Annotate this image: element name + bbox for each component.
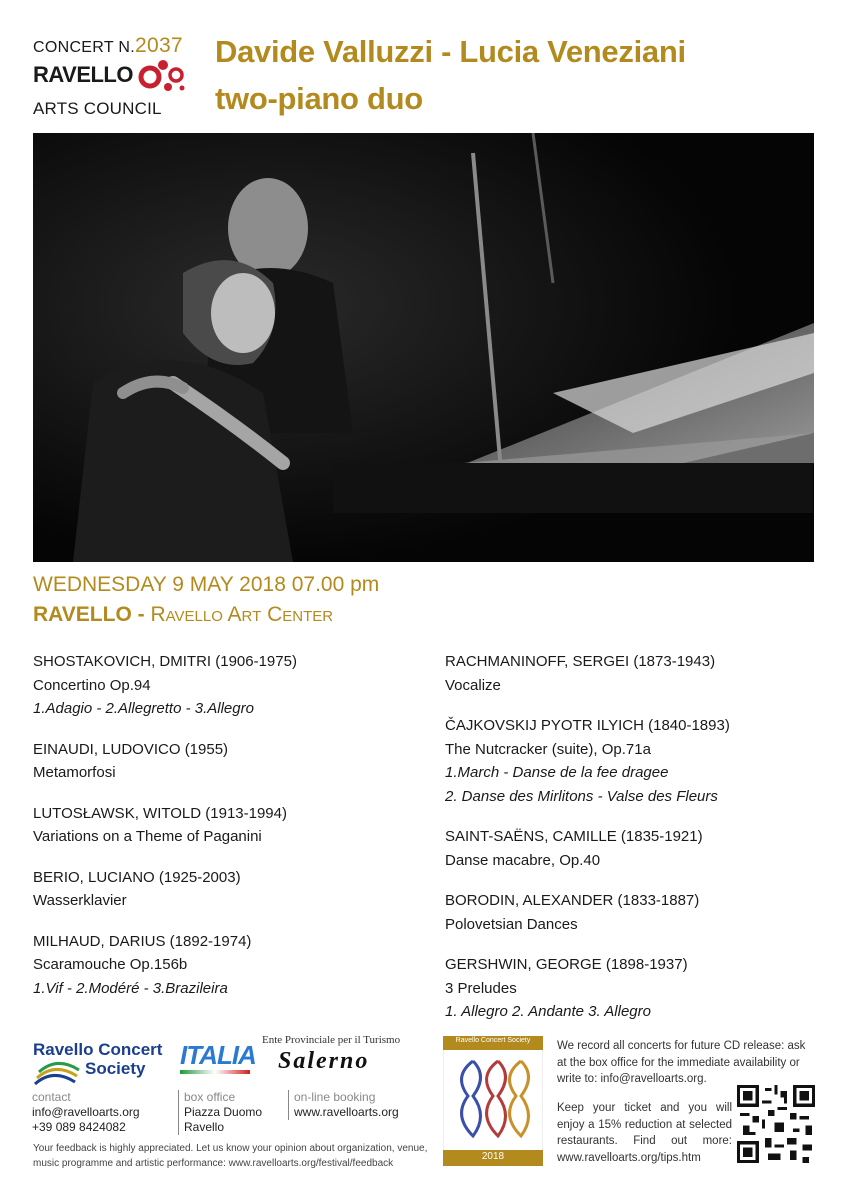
box-office-label: box office	[184, 1090, 236, 1104]
program-item	[33, 802, 423, 849]
concert-number: 2037	[134, 34, 183, 57]
program-item	[445, 889, 835, 936]
box-office-line2: Ravello	[184, 1120, 225, 1134]
cd-poster	[443, 1036, 543, 1166]
cd-poster-year: 2018	[481, 1151, 505, 1162]
title-ensemble: two-piano duo	[215, 81, 423, 116]
footer-contact	[32, 1090, 140, 1135]
program-item	[33, 738, 423, 785]
venue-place: Ravello Art Center	[150, 603, 334, 626]
work-title: 3 Preludes	[445, 979, 517, 997]
program-item	[445, 953, 835, 1024]
program-left-column	[33, 650, 423, 1017]
feedback-note: Your feedback is highly appreciated. Let us know your opinion about organization, venue, music programme and artistic performance: www.ravelloarts.org/festival/feedback	[33, 1143, 428, 1169]
page-title	[215, 28, 686, 122]
rcs-line2: Society	[85, 1059, 146, 1078]
program-item	[445, 825, 835, 872]
ravello-logo-word: RAVELLO	[33, 62, 133, 87]
composer-name: SAINT-SAËNS, CAMILLE (1835-1921)	[445, 828, 703, 845]
cd-poster-title: Ravello Concert Society	[455, 1037, 531, 1044]
cd-recording-note: We record all concerts for future CD release: ask at the box office for the immediate availability or write to: info@ravelloarts.org.	[557, 1040, 806, 1085]
work-title: Danse macabre, Op.40	[445, 851, 601, 869]
program-item	[33, 930, 423, 1001]
online-booking-url[interactable]: www.ravelloarts.org	[294, 1105, 399, 1119]
italia-underline-icon	[180, 1070, 250, 1074]
program-item	[445, 650, 835, 697]
salerno-logo: Salerno	[278, 1048, 370, 1074]
contact-email[interactable]: info@ravelloarts.org	[32, 1105, 140, 1119]
work-movements: 1.March - Danse de la fee dragee	[445, 764, 669, 781]
contact-phone[interactable]: +39 089 8424082	[32, 1120, 126, 1134]
qr-code-icon[interactable]	[737, 1085, 815, 1163]
title-performers: Davide Valluzzi - Lucia Veneziani	[215, 34, 686, 69]
contact-label: contact	[32, 1090, 71, 1104]
event-date: WEDNESDAY 9 MAY 2018 07.00 pm	[33, 573, 380, 596]
cd-poster-art-icon	[443, 1036, 543, 1166]
venue-separator: -	[131, 603, 151, 626]
work-movements-2: 2. Danse des Mirlitons - Valse des Fleurs	[445, 787, 718, 805]
italia-logo	[180, 1040, 262, 1084]
performers-photo	[33, 133, 814, 562]
composer-name: SHOSTAKOVICH, DMITRI (1906-1975)	[33, 653, 297, 670]
work-title: Wasserklavier	[33, 892, 127, 909]
program-item	[33, 866, 423, 913]
online-booking-label: on-line booking	[294, 1090, 376, 1104]
composer-name: EINAUDI, LUDOVICO (1955)	[33, 740, 229, 758]
composer-name: BERIO, LUCIANO (1925-2003)	[33, 868, 241, 886]
footer-online-booking	[288, 1090, 399, 1120]
program-item	[33, 650, 423, 721]
concert-label: CONCERT N.	[33, 39, 135, 56]
work-title: Polovetsian Dances	[445, 915, 578, 933]
composer-name: GERSHWIN, GEORGE (1898-1937)	[445, 956, 688, 973]
footer-box-office	[178, 1090, 262, 1135]
work-title: Variations on a Theme of Paganini	[33, 828, 262, 845]
work-movements: 1.Vif - 2.Modéré - 3.Brazileira	[33, 979, 228, 997]
photo-illustration	[33, 133, 814, 562]
composer-name: BORODIN, ALEXANDER (1833-1887)	[445, 892, 700, 909]
event-venue	[33, 603, 333, 627]
composer-name: LUTOSŁAWSK, WITOLD (1913-1994)	[33, 804, 287, 822]
composer-name: RACHMANINOFF, SERGEI (1873-1943)	[445, 653, 716, 670]
ravello-logo-mark-icon	[130, 55, 190, 95]
box-office-line1: Piazza Duomo	[184, 1105, 263, 1119]
rcs-line1: Ravello Concert	[33, 1040, 163, 1059]
work-title: Metamorfosi	[33, 764, 116, 781]
ravello-logo-subtitle: ARTS COUNCIL	[33, 99, 162, 118]
ravello-concert-society-wordmark	[33, 1040, 162, 1078]
work-title: The Nutcracker (suite), Op.71a	[445, 740, 651, 758]
composer-name: MILHAUD, DARIUS (1892-1974)	[33, 932, 252, 950]
program-item	[445, 714, 835, 808]
program-right-column	[445, 650, 835, 1041]
italia-wordmark: ITALIA	[180, 1040, 256, 1070]
ticket-discount-note: Keep your ticket and you will enjoy a 15% reduction at selected restaurants. Find out more: www.ravelloarts.org/tips.htm	[557, 1102, 732, 1164]
work-title: Scaramouche Op.156b	[33, 956, 188, 973]
work-title: Vocalize	[445, 676, 501, 694]
venue-city: RAVELLO	[33, 603, 132, 626]
work-title: Concertino Op.94	[33, 676, 151, 694]
work-movements: 1. Allegro 2. Andante 3. Allegro	[445, 1003, 651, 1020]
composer-name: ČAJKOVSKIJ PYOTR ILYICH (1840-1893)	[445, 717, 730, 734]
salerno-tourism-caption: Ente Provinciale per il Turismo	[262, 1034, 401, 1046]
work-movements: 1.Adagio - 2.Allegretto - 3.Allegro	[33, 700, 254, 717]
